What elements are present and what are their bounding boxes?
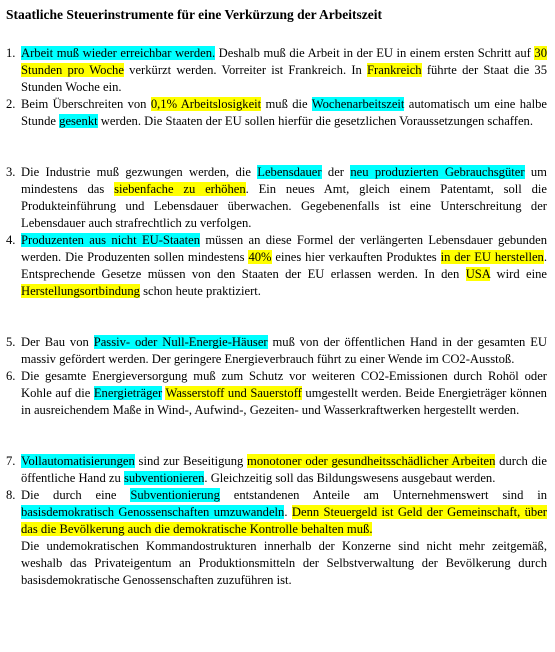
item-text: werden. Die Staaten der EU sollen hierfür die gesetzlichen Voraussetzungen schaffen. [97, 114, 534, 128]
highlighted-text: Wochenarbeitszeit [311, 97, 405, 111]
item-number: 2. [6, 97, 16, 111]
item-text: eines hier verkauften Produktes [271, 250, 441, 264]
item-text: . Ein neues Amt, gleich einem Patentamt, soll die Produkteinführung und Lebensdauer überwachen. Gegebenenfalls ist eine Unterschreitung der Lebensdauer auch strafrechtlich zu verfolgen. [21, 182, 547, 230]
spacer [6, 300, 547, 334]
item-text: Deshalb muß die Arbeit in der EU in einem ersten Schritt auf [215, 46, 535, 60]
spacer [6, 130, 547, 164]
highlighted-text: siebenfache zu erhöhen [114, 182, 246, 196]
highlighted-text: 0,1% Arbeitslosigkeit [150, 97, 262, 111]
item-text: um mindestens das [21, 165, 547, 196]
highlighted-text: USA [465, 267, 491, 281]
highlighted-text: Denn Steuergeld ist Geld der Gemeinschaft, über das die Bevölkerung auch die demokratische Kontrolle behalten muß. [21, 505, 547, 536]
item-text: umgestellt werden. Beide Energieträger können in ausreichendem Maße in Wind-, Aufwind-, Gezeiten- und Wasserkraftwerken hergestellt werden. [21, 386, 547, 417]
item-text: . [284, 505, 292, 519]
item-text: führte der Staat die 35 Stunden Woche ein. [21, 63, 547, 94]
highlighted-text: basisdemokratisch Genossenschaften umzuwandeln [21, 505, 285, 519]
item-text: Beim Überschreiten von [21, 97, 151, 111]
item-number: 3. [6, 165, 16, 179]
highlighted-text: Arbeit muß wieder erreichbar werden. [21, 46, 216, 60]
highlighted-text: Frankreich [367, 63, 422, 77]
highlighted-text: Energieträger [93, 386, 163, 400]
item-number: 4. [6, 233, 16, 247]
list-item [6, 164, 547, 232]
item-number: 7. [6, 454, 16, 468]
highlighted-text: 30 Stunden pro Woche [21, 46, 547, 77]
highlighted-text: neu produzierten Gebrauchsgüter [350, 165, 525, 179]
item-number: 6. [6, 369, 16, 383]
highlighted-text: Herstellungsortbindung [21, 284, 140, 298]
item-text: Der Bau von [21, 335, 94, 349]
list-item [6, 334, 547, 368]
highlighted-text: Lebensdauer [257, 165, 322, 179]
list-item [6, 96, 547, 130]
document-title: Staatliche Steuerinstrumente für eine Verkürzung der Arbeitszeit [6, 7, 382, 22]
highlighted-text: monotoner oder gesundheitsschädlicher Arbeiten [247, 454, 496, 468]
item-text: wird eine [490, 267, 547, 281]
item-number: 1. [6, 46, 16, 60]
list-item [6, 453, 547, 487]
item-paragraph: Die undemokratischen Kommandostrukturen innerhalb der Konzerne sind nicht mehr zeitgemäß, weshalb das Privateigentum an Produktionsmitteln der Selbstverwaltung der Bevölkerung durch basisdemokratische Genossenschaften zuzuführen ist. [21, 539, 547, 587]
highlighted-text: Wasserstoff und Sauerstoff [165, 386, 302, 400]
list-item [6, 232, 547, 300]
highlighted-text: gesenkt [59, 114, 98, 128]
highlighted-text: Passiv- oder Null-Energie-Häuser [93, 335, 268, 349]
item-number: 5. [6, 335, 16, 349]
highlighted-text: in der EU herstellen [440, 250, 544, 264]
item-text: . Gleichzeitig soll das Bildungswesens ausgebaut werden. [204, 471, 496, 485]
item-text: sind zur Beseitigung [134, 454, 248, 468]
item-text: schon heute praktiziert. [139, 284, 261, 298]
highlighted-text: subventionieren [123, 471, 205, 485]
highlighted-text: Subventionierung [130, 488, 220, 502]
item-number: 8. [6, 488, 16, 502]
item-text: muß die [261, 97, 312, 111]
item-text: muß von der öffentlichen Hand in der gesamten EU massiv gefördert werden. Der geringere Energieverbrauch führt zu einer Wende im CO2-Ausstoß. [21, 335, 547, 366]
highlighted-text: 40% [248, 250, 272, 264]
item-text: der [321, 165, 351, 179]
list-item [6, 487, 547, 589]
highlighted-text: Vollautomatisierungen [21, 454, 135, 468]
item-text: . Entsprechende Gesetze müssen von den Staaten der EU erlassen werden. In den [21, 250, 547, 281]
highlighted-text: Produzenten aus nicht EU-Staaten [21, 233, 201, 247]
list-item [6, 45, 547, 96]
item-text: automatisch um eine halbe Stunde [21, 97, 547, 128]
item-text: entstandenen Anteile am Unternehmenswert sind in [219, 488, 548, 502]
list-item [6, 368, 547, 419]
item-text: Die gesamte Energieversorgung muß zum Schutz vor weiteren CO2-Emissionen durch Rohöl oder Kohle auf die [21, 369, 547, 400]
item-text: durch die öffentliche Hand zu [21, 454, 547, 485]
numbered-list [6, 45, 547, 589]
item-text: Die Industrie muß gezwungen werden, die [21, 165, 258, 179]
item-text: Die durch eine [21, 488, 131, 502]
spacer [6, 419, 547, 453]
item-text: verkürzt werden. Vorreiter ist Frankreich. In [123, 63, 368, 77]
item-text: müssen an diese Formel der verlängerten Lebensdauer gebunden werden. Die Produzenten sollen mindestens [21, 233, 548, 264]
